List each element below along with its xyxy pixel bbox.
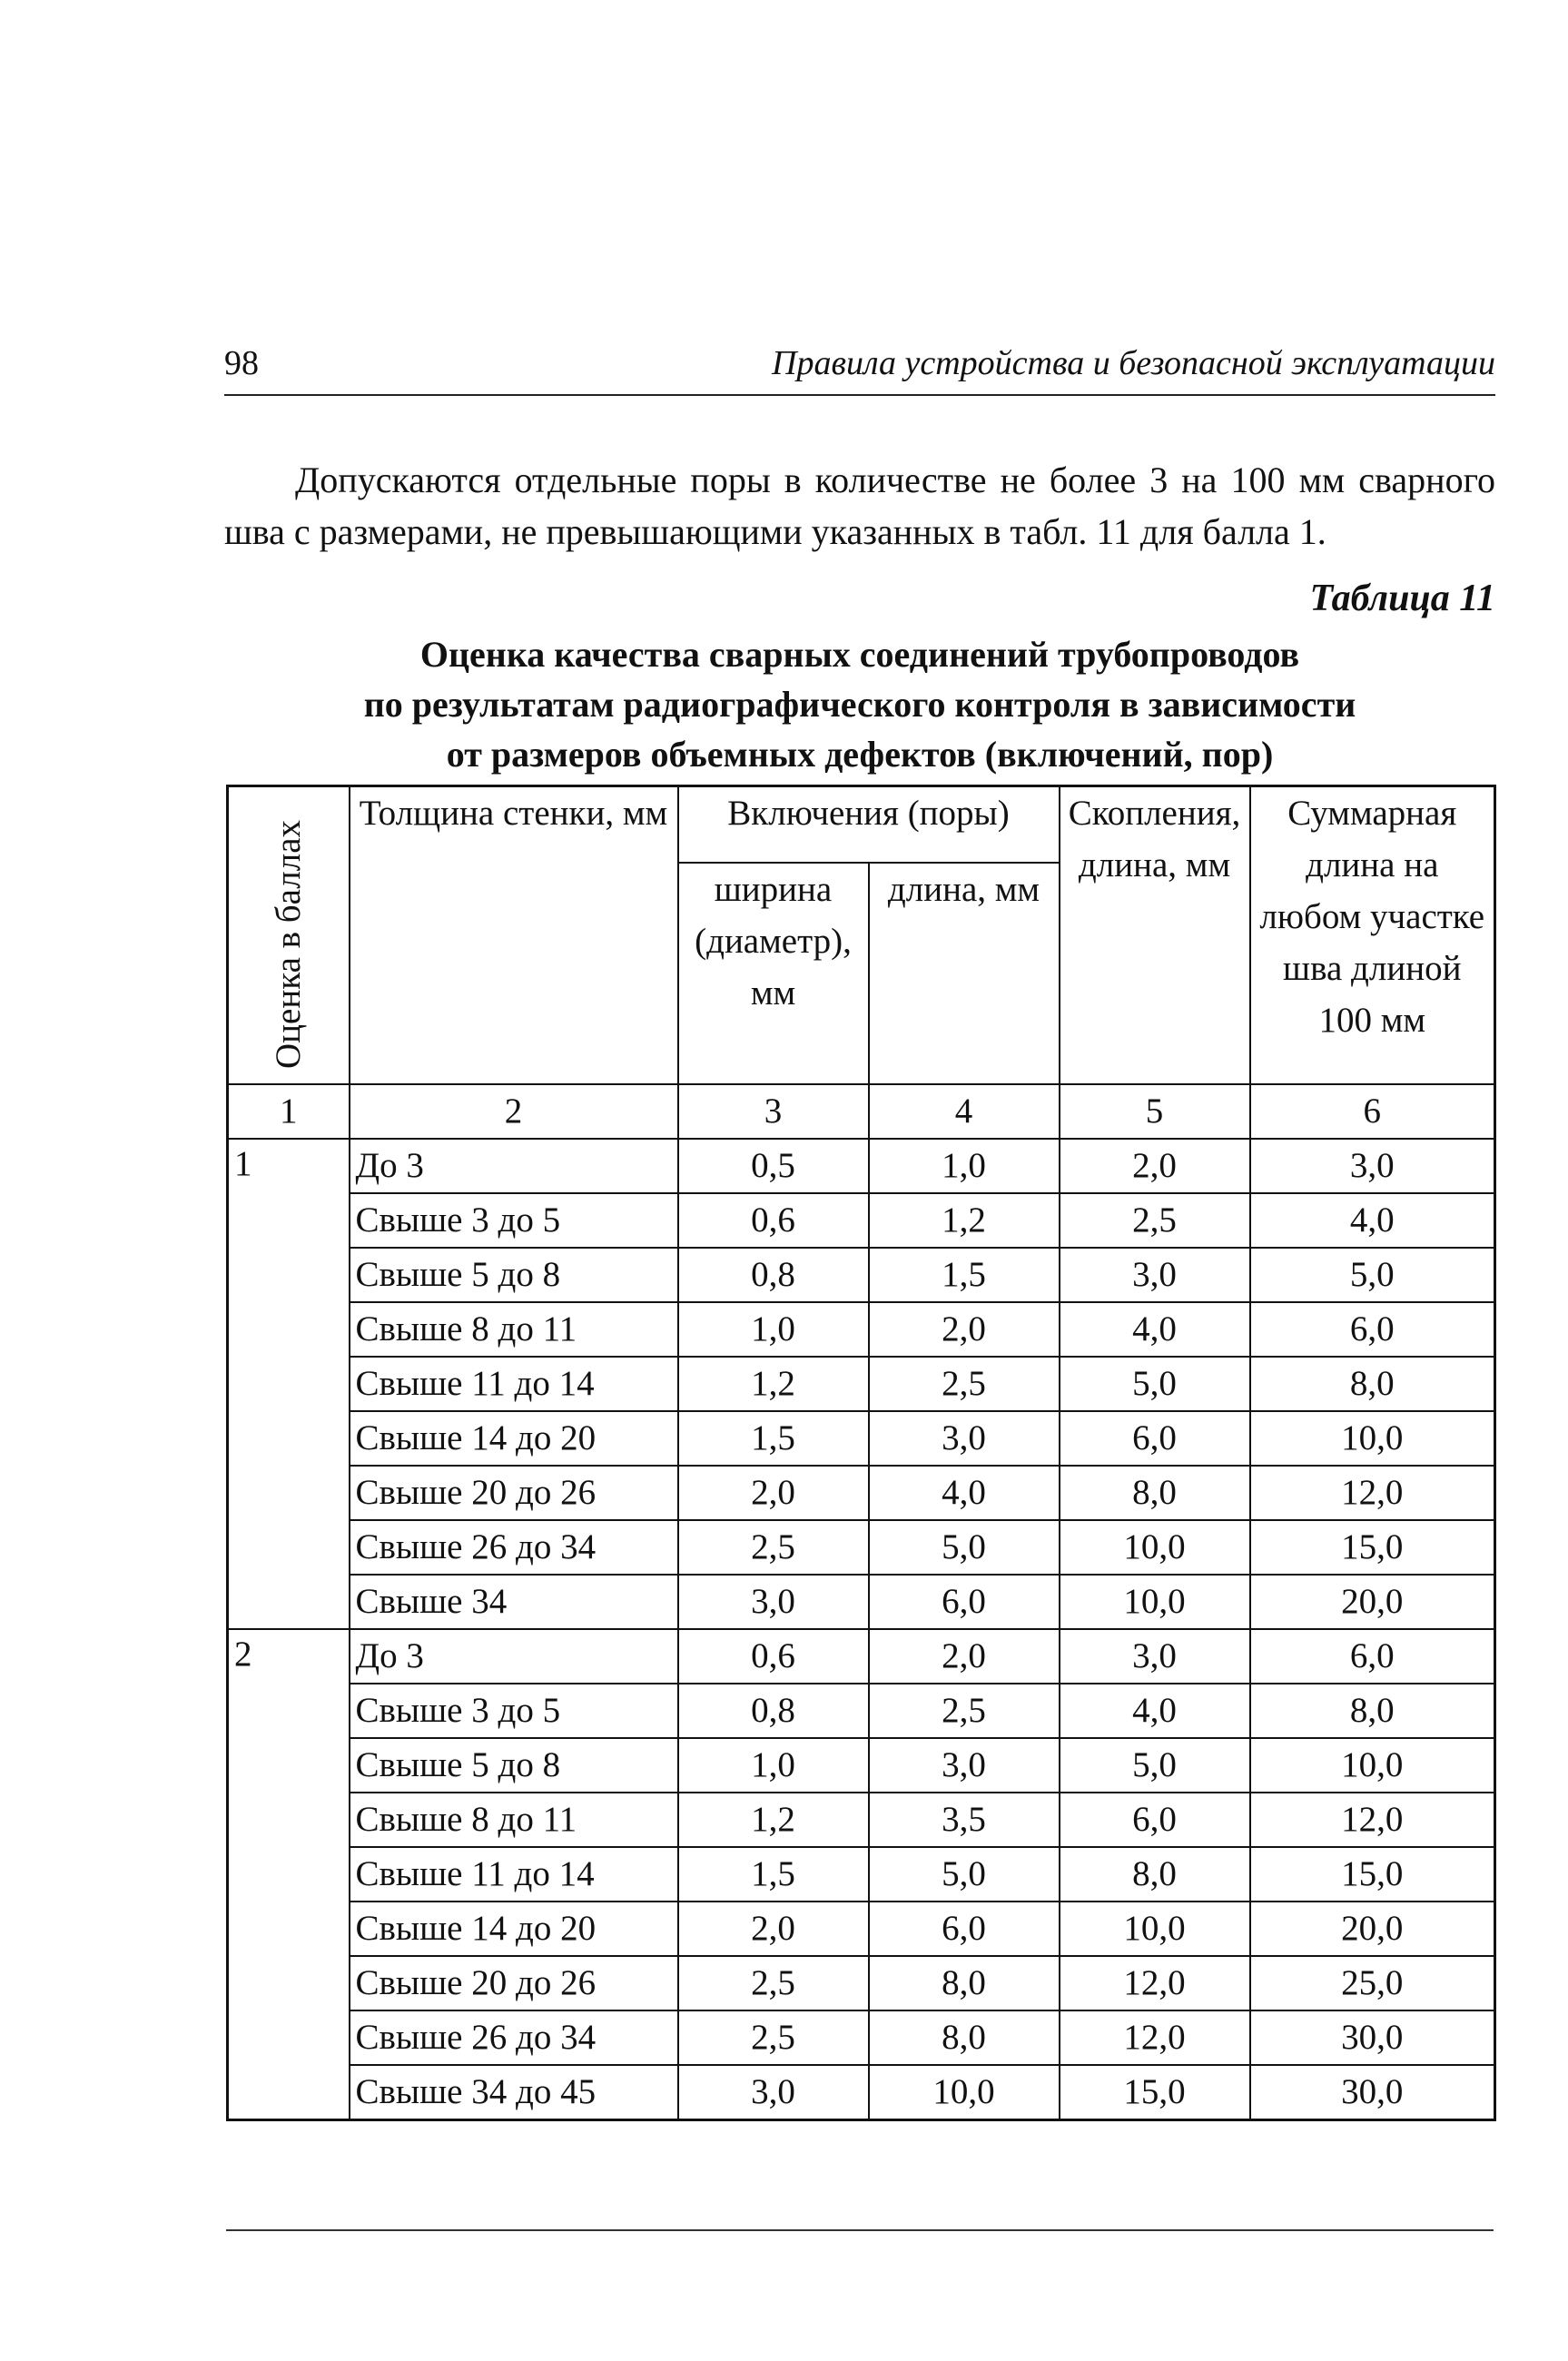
table-row xyxy=(228,1629,1495,1684)
table-row xyxy=(228,2065,1495,2120)
header-length: длина, мм xyxy=(869,863,1060,1084)
thickness-cell: Свыше 14 до 20 xyxy=(350,1902,678,1956)
width-cell: 1,2 xyxy=(678,1357,869,1411)
defect-grades-table xyxy=(226,785,1496,2121)
page-header xyxy=(224,343,1495,396)
total-length-cell: 8,0 xyxy=(1250,1684,1495,1738)
header-clusters: Скопления, длина, мм xyxy=(1060,786,1250,1085)
length-cell: 1,2 xyxy=(869,1193,1060,1248)
table-row xyxy=(228,1684,1495,1738)
table-row xyxy=(228,1738,1495,1793)
table-body xyxy=(228,1084,1495,2120)
thickness-cell: Свыше 34 xyxy=(350,1575,678,1629)
length-cell: 6,0 xyxy=(869,1902,1060,1956)
header-grade xyxy=(228,786,350,1085)
thickness-cell: Свыше 20 до 26 xyxy=(350,1466,678,1520)
total-length-cell: 20,0 xyxy=(1250,1902,1495,1956)
width-cell: 2,5 xyxy=(678,2010,869,2065)
header-grade-label: Оценка в баллах xyxy=(268,819,308,1069)
thickness-cell: Свыше 3 до 5 xyxy=(350,1684,678,1738)
total-length-cell: 5,0 xyxy=(1250,1248,1495,1302)
table-row xyxy=(228,2010,1495,2065)
thickness-cell: Свыше 5 до 8 xyxy=(350,1738,678,1793)
width-cell: 0,8 xyxy=(678,1248,869,1302)
width-cell: 1,0 xyxy=(678,1738,869,1793)
table-row xyxy=(228,1956,1495,2010)
width-cell: 1,2 xyxy=(678,1793,869,1847)
total-length-cell: 12,0 xyxy=(1250,1793,1495,1847)
total-length-cell: 6,0 xyxy=(1250,1629,1495,1684)
table-row xyxy=(228,1302,1495,1357)
thickness-cell: Свыше 14 до 20 xyxy=(350,1411,678,1466)
clusters-cell: 6,0 xyxy=(1060,1411,1250,1466)
bottom-rule xyxy=(226,2229,1494,2231)
length-cell: 3,0 xyxy=(869,1738,1060,1793)
thickness-cell: До 3 xyxy=(350,1629,678,1684)
header-thickness: Толщина стенки, мм xyxy=(350,786,678,1085)
clusters-cell: 10,0 xyxy=(1060,1575,1250,1629)
length-cell: 10,0 xyxy=(869,2065,1060,2120)
length-cell: 1,0 xyxy=(869,1139,1060,1193)
column-number: 6 xyxy=(1250,1084,1495,1139)
table-title-line: Оценка качества сварных соединений трубопроводов xyxy=(419,634,1300,675)
thickness-cell: Свыше 20 до 26 xyxy=(350,1956,678,2010)
total-length-cell: 12,0 xyxy=(1250,1466,1495,1520)
header-total-length: Суммарная длина на любом участке шва длиной 100 мм xyxy=(1250,786,1495,1085)
table-row xyxy=(228,1248,1495,1302)
length-cell: 2,0 xyxy=(869,1302,1060,1357)
table-row xyxy=(228,1520,1495,1575)
length-cell: 5,0 xyxy=(869,1847,1060,1902)
width-cell: 2,5 xyxy=(678,1520,869,1575)
clusters-cell: 3,0 xyxy=(1060,1248,1250,1302)
total-length-cell: 15,0 xyxy=(1250,1520,1495,1575)
header-width: ширина (диаметр), мм xyxy=(678,863,869,1084)
width-cell: 2,0 xyxy=(678,1902,869,1956)
length-cell: 2,5 xyxy=(869,1684,1060,1738)
total-length-cell: 8,0 xyxy=(1250,1357,1495,1411)
table-row xyxy=(228,1575,1495,1629)
thickness-cell: Свыше 11 до 14 xyxy=(350,1847,678,1902)
clusters-cell: 10,0 xyxy=(1060,1520,1250,1575)
clusters-cell: 4,0 xyxy=(1060,1684,1250,1738)
length-cell: 5,0 xyxy=(869,1520,1060,1575)
clusters-cell: 15,0 xyxy=(1060,2065,1250,2120)
thickness-cell: Свыше 26 до 34 xyxy=(350,1520,678,1575)
column-number: 1 xyxy=(228,1084,350,1139)
total-length-cell: 10,0 xyxy=(1250,1738,1495,1793)
column-number-row xyxy=(228,1084,1495,1139)
table-label: Таблица 11 xyxy=(1309,578,1495,619)
clusters-cell: 5,0 xyxy=(1060,1357,1250,1411)
length-cell: 6,0 xyxy=(869,1575,1060,1629)
column-number: 3 xyxy=(678,1084,869,1139)
width-cell: 1,0 xyxy=(678,1302,869,1357)
total-length-cell: 4,0 xyxy=(1250,1193,1495,1248)
length-cell: 8,0 xyxy=(869,2010,1060,2065)
column-number: 4 xyxy=(869,1084,1060,1139)
width-cell: 1,5 xyxy=(678,1847,869,1902)
thickness-cell: Свыше 8 до 11 xyxy=(350,1793,678,1847)
table-row xyxy=(228,1193,1495,1248)
clusters-cell: 2,0 xyxy=(1060,1139,1250,1193)
table-title xyxy=(224,629,1495,779)
table-title-line: по результатам радиографического контроля в зависимости xyxy=(363,684,1356,725)
length-cell: 3,0 xyxy=(869,1411,1060,1466)
table-row xyxy=(228,1357,1495,1411)
total-length-cell: 20,0 xyxy=(1250,1575,1495,1629)
width-cell: 1,5 xyxy=(678,1411,869,1466)
header-inclusions: Включения (поры) xyxy=(678,786,1060,863)
width-cell: 2,0 xyxy=(678,1466,869,1520)
clusters-cell: 8,0 xyxy=(1060,1847,1250,1902)
length-cell: 2,5 xyxy=(869,1357,1060,1411)
total-length-cell: 25,0 xyxy=(1250,1956,1495,2010)
clusters-cell: 12,0 xyxy=(1060,2010,1250,2065)
clusters-cell: 12,0 xyxy=(1060,1956,1250,2010)
clusters-cell: 6,0 xyxy=(1060,1793,1250,1847)
clusters-cell: 10,0 xyxy=(1060,1902,1250,1956)
page-number: 98 xyxy=(224,344,259,382)
table-row xyxy=(228,1411,1495,1466)
total-length-cell: 6,0 xyxy=(1250,1302,1495,1357)
thickness-cell: Свыше 3 до 5 xyxy=(350,1193,678,1248)
clusters-cell: 8,0 xyxy=(1060,1466,1250,1520)
table-row xyxy=(228,1793,1495,1847)
clusters-cell: 5,0 xyxy=(1060,1738,1250,1793)
width-cell: 3,0 xyxy=(678,2065,869,2120)
length-cell: 3,5 xyxy=(869,1793,1060,1847)
clusters-cell: 3,0 xyxy=(1060,1629,1250,1684)
width-cell: 2,5 xyxy=(678,1956,869,2010)
width-cell: 3,0 xyxy=(678,1575,869,1629)
length-cell: 1,5 xyxy=(869,1248,1060,1302)
thickness-cell: Свыше 5 до 8 xyxy=(350,1248,678,1302)
total-length-cell: 10,0 xyxy=(1250,1411,1495,1466)
width-cell: 0,6 xyxy=(678,1629,869,1684)
length-cell: 2,0 xyxy=(869,1629,1060,1684)
total-length-cell: 30,0 xyxy=(1250,2065,1495,2120)
column-number: 5 xyxy=(1060,1084,1250,1139)
grade-cell: 2 xyxy=(228,1629,350,2120)
width-cell: 0,6 xyxy=(678,1193,869,1248)
table-row xyxy=(228,1466,1495,1520)
total-length-cell: 3,0 xyxy=(1250,1139,1495,1193)
table-row xyxy=(228,1847,1495,1902)
table-row xyxy=(228,1902,1495,1956)
total-length-cell: 30,0 xyxy=(1250,2010,1495,2065)
thickness-cell: Свыше 11 до 14 xyxy=(350,1357,678,1411)
width-cell: 0,8 xyxy=(678,1684,869,1738)
column-number: 2 xyxy=(350,1084,678,1139)
width-cell: 0,5 xyxy=(678,1139,869,1193)
clusters-cell: 2,5 xyxy=(1060,1193,1250,1248)
thickness-cell: Свыше 34 до 45 xyxy=(350,2065,678,2120)
thickness-cell: Свыше 26 до 34 xyxy=(350,2010,678,2065)
intro-paragraph: Допускаются отдельные поры в количестве не более 3 на 100 мм сварного шва с размерами, не превышающими указанных в табл. 11 для балла 1. xyxy=(224,459,1495,552)
thickness-cell: Свыше 8 до 11 xyxy=(350,1302,678,1357)
clusters-cell: 4,0 xyxy=(1060,1302,1250,1357)
running-title: Правила устройства и безопасной эксплуатации xyxy=(772,344,1495,382)
length-cell: 4,0 xyxy=(869,1466,1060,1520)
table-row xyxy=(228,1139,1495,1193)
table-title-line: от размеров объемных дефектов (включений, пор) xyxy=(446,734,1274,775)
total-length-cell: 15,0 xyxy=(1250,1847,1495,1902)
thickness-cell: До 3 xyxy=(350,1139,678,1193)
length-cell: 8,0 xyxy=(869,1956,1060,2010)
grade-cell: 1 xyxy=(228,1139,350,1629)
